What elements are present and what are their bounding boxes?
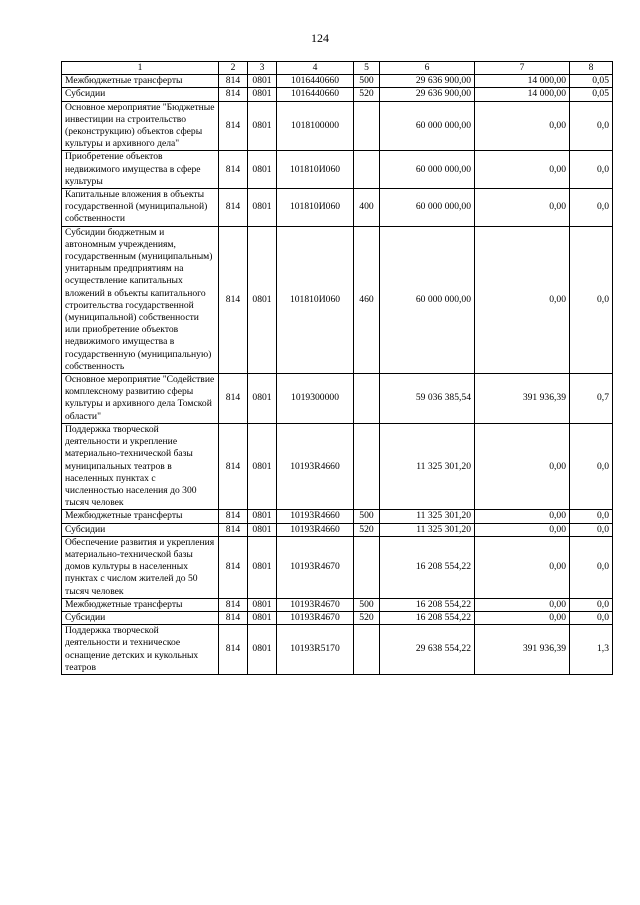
target-code-cell: 10193R4670	[277, 611, 354, 624]
section-code-cell: 0801	[248, 189, 277, 227]
admin-code-cell: 814	[219, 101, 248, 151]
row-name-cell: Приобретение объектов недвижимого имущества в сфере культуры	[62, 151, 219, 189]
plan-amount-cell: 11 325 301,20	[380, 423, 475, 509]
expense-type-cell: 520	[354, 611, 380, 624]
header-cell: 6	[380, 62, 475, 75]
expense-type-cell: 500	[354, 598, 380, 611]
section-code-cell: 0801	[248, 151, 277, 189]
percent-cell: 0,0	[570, 510, 613, 523]
expense-type-cell: 520	[354, 88, 380, 101]
admin-code-cell: 814	[219, 75, 248, 88]
row-name-cell: Основное мероприятие "Бюджетные инвестиции на строительство (реконструкцию) объектов сферы культуры и архивного дела"	[62, 101, 219, 151]
target-code-cell: 1016440660	[277, 88, 354, 101]
percent-cell: 0,0	[570, 598, 613, 611]
plan-amount-cell: 11 325 301,20	[380, 523, 475, 536]
expense-type-cell	[354, 101, 380, 151]
table-row	[62, 101, 613, 151]
executed-amount-cell: 0,00	[475, 523, 570, 536]
table-row	[62, 611, 613, 624]
section-code-cell: 0801	[248, 536, 277, 598]
target-code-cell: 10193R4670	[277, 598, 354, 611]
percent-cell: 0,0	[570, 423, 613, 509]
plan-amount-cell: 16 208 554,22	[380, 611, 475, 624]
expense-type-cell: 500	[354, 510, 380, 523]
percent-cell: 0,7	[570, 374, 613, 424]
expense-type-cell: 460	[354, 226, 380, 373]
row-name-cell: Поддержка творческой деятельности и укрепление материально-технической базы муниципальных театров в населенных пунктах с численностью населения до 300 тысяч человек	[62, 423, 219, 509]
expense-type-cell: 520	[354, 523, 380, 536]
executed-amount-cell: 391 936,39	[475, 625, 570, 675]
section-code-cell: 0801	[248, 598, 277, 611]
table-row	[62, 88, 613, 101]
row-name-cell: Основное мероприятие "Содействие комплексному развитию сферы культуры и архивного дела Томской области"	[62, 374, 219, 424]
executed-amount-cell: 0,00	[475, 189, 570, 227]
executed-amount-cell: 0,00	[475, 226, 570, 373]
expense-type-cell	[354, 625, 380, 675]
row-name-cell: Субсидии	[62, 523, 219, 536]
section-code-cell: 0801	[248, 611, 277, 624]
plan-amount-cell: 59 036 385,54	[380, 374, 475, 424]
table-row	[62, 536, 613, 598]
table-row	[62, 75, 613, 88]
percent-cell: 0,0	[570, 536, 613, 598]
plan-amount-cell: 29 638 554,22	[380, 625, 475, 675]
header-cell: 4	[277, 62, 354, 75]
row-name-cell: Межбюджетные трансферты	[62, 598, 219, 611]
section-code-cell: 0801	[248, 88, 277, 101]
percent-cell: 1,3	[570, 625, 613, 675]
table-row	[62, 510, 613, 523]
plan-amount-cell: 60 000 000,00	[380, 189, 475, 227]
table-row	[62, 374, 613, 424]
row-name-cell: Межбюджетные трансферты	[62, 75, 219, 88]
table-row	[62, 226, 613, 373]
executed-amount-cell: 0,00	[475, 151, 570, 189]
expense-type-cell	[354, 536, 380, 598]
plan-amount-cell: 16 208 554,22	[380, 536, 475, 598]
plan-amount-cell: 29 636 900,00	[380, 88, 475, 101]
executed-amount-cell: 14 000,00	[475, 75, 570, 88]
percent-cell: 0,0	[570, 189, 613, 227]
plan-amount-cell: 60 000 000,00	[380, 226, 475, 373]
percent-cell: 0,0	[570, 101, 613, 151]
admin-code-cell: 814	[219, 374, 248, 424]
table-row	[62, 523, 613, 536]
target-code-cell: 101810И060	[277, 189, 354, 227]
table-body	[62, 75, 613, 675]
section-code-cell: 0801	[248, 374, 277, 424]
admin-code-cell: 814	[219, 151, 248, 189]
admin-code-cell: 814	[219, 536, 248, 598]
admin-code-cell: 814	[219, 523, 248, 536]
header-cell: 2	[219, 62, 248, 75]
percent-cell: 0,0	[570, 226, 613, 373]
executed-amount-cell: 0,00	[475, 101, 570, 151]
plan-amount-cell: 60 000 000,00	[380, 101, 475, 151]
percent-cell: 0,0	[570, 523, 613, 536]
header-cell: 5	[354, 62, 380, 75]
plan-amount-cell: 11 325 301,20	[380, 510, 475, 523]
expense-type-cell	[354, 423, 380, 509]
section-code-cell: 0801	[248, 523, 277, 536]
admin-code-cell: 814	[219, 423, 248, 509]
row-name-cell: Поддержка творческой деятельности и техническое оснащение детских и кукольных театров	[62, 625, 219, 675]
budget-table	[61, 61, 613, 675]
admin-code-cell: 814	[219, 88, 248, 101]
row-name-cell: Субсидии бюджетным и автономным учреждениям, государственным (муниципальным) унитарным предприятиям на осуществление капитальных вложений в объекты капитального строительства государственной (муниципальной) собственности или приобретение объектов недвижимого имущества в государственную (муниципальную) собственность	[62, 226, 219, 373]
table-row	[62, 423, 613, 509]
target-code-cell: 10193R5170	[277, 625, 354, 675]
expense-type-cell	[354, 151, 380, 189]
table-row	[62, 189, 613, 227]
section-code-cell: 0801	[248, 101, 277, 151]
executed-amount-cell: 14 000,00	[475, 88, 570, 101]
executed-amount-cell: 0,00	[475, 423, 570, 509]
admin-code-cell: 814	[219, 510, 248, 523]
section-code-cell: 0801	[248, 423, 277, 509]
page-number: 124	[311, 31, 329, 45]
target-code-cell: 1016440660	[277, 75, 354, 88]
admin-code-cell: 814	[219, 611, 248, 624]
percent-cell: 0,05	[570, 88, 613, 101]
percent-cell: 0,05	[570, 75, 613, 88]
plan-amount-cell: 16 208 554,22	[380, 598, 475, 611]
target-code-cell: 10193R4660	[277, 510, 354, 523]
expense-type-cell: 400	[354, 189, 380, 227]
row-name-cell: Обеспечение развития и укрепления материально-технической базы домов культуры в населенных пунктах с числом жителей до 50 тысяч человек	[62, 536, 219, 598]
table-row	[62, 151, 613, 189]
expense-type-cell: 500	[354, 75, 380, 88]
executed-amount-cell: 0,00	[475, 536, 570, 598]
row-name-cell: Субсидии	[62, 611, 219, 624]
row-name-cell: Межбюджетные трансферты	[62, 510, 219, 523]
admin-code-cell: 814	[219, 226, 248, 373]
section-code-cell: 0801	[248, 510, 277, 523]
percent-cell: 0,0	[570, 151, 613, 189]
section-code-cell: 0801	[248, 625, 277, 675]
executed-amount-cell: 0,00	[475, 611, 570, 624]
row-name-cell: Капитальные вложения в объекты государственной (муниципальной) собственности	[62, 189, 219, 227]
plan-amount-cell: 29 636 900,00	[380, 75, 475, 88]
header-cell: 7	[475, 62, 570, 75]
section-code-cell: 0801	[248, 226, 277, 373]
target-code-cell: 10193R4670	[277, 536, 354, 598]
table-row	[62, 598, 613, 611]
percent-cell: 0,0	[570, 611, 613, 624]
target-code-cell: 1018100000	[277, 101, 354, 151]
header-row	[62, 62, 613, 75]
section-code-cell: 0801	[248, 75, 277, 88]
admin-code-cell: 814	[219, 625, 248, 675]
table-row	[62, 625, 613, 675]
header-cell: 3	[248, 62, 277, 75]
header-cell: 8	[570, 62, 613, 75]
target-code-cell: 101810И060	[277, 226, 354, 373]
target-code-cell: 101810И060	[277, 151, 354, 189]
target-code-cell: 10193R4660	[277, 523, 354, 536]
admin-code-cell: 814	[219, 189, 248, 227]
header-cell: 1	[62, 62, 219, 75]
executed-amount-cell: 391 936,39	[475, 374, 570, 424]
executed-amount-cell: 0,00	[475, 598, 570, 611]
admin-code-cell: 814	[219, 598, 248, 611]
target-code-cell: 10193R4660	[277, 423, 354, 509]
row-name-cell: Субсидии	[62, 88, 219, 101]
target-code-cell: 1019300000	[277, 374, 354, 424]
plan-amount-cell: 60 000 000,00	[380, 151, 475, 189]
executed-amount-cell: 0,00	[475, 510, 570, 523]
expense-type-cell	[354, 374, 380, 424]
